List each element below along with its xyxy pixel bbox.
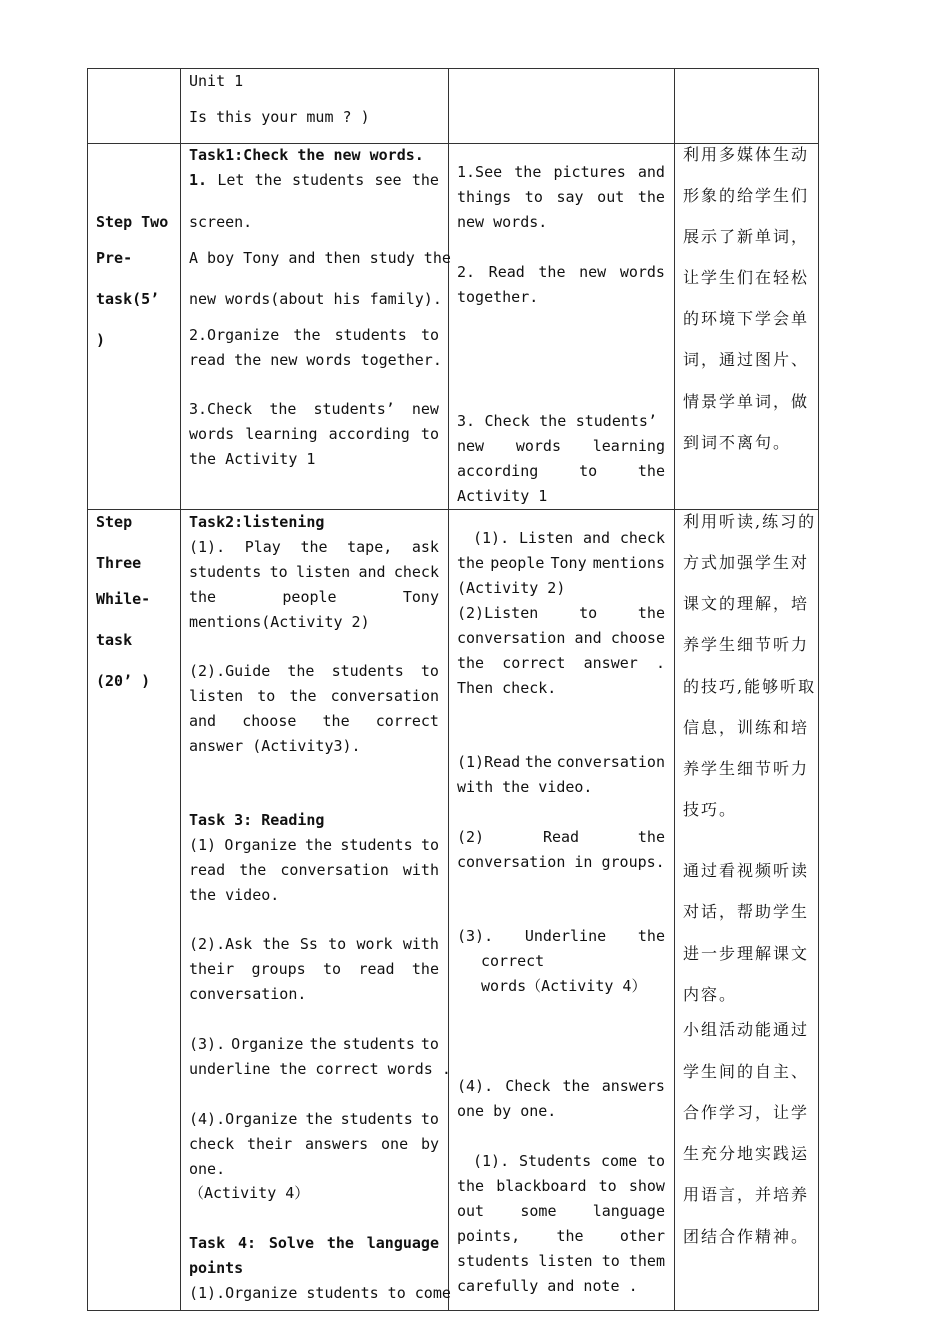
- student-text: 1.See the pictures and: [457, 163, 665, 181]
- student-text: (1). Listen and check: [473, 529, 665, 547]
- student-text: (Activity 2): [457, 579, 566, 597]
- teacher-text: their groups to read the: [189, 960, 439, 978]
- step-label: Three: [96, 554, 142, 572]
- purpose-text: 养学生细节听力: [683, 635, 810, 654]
- step-label: While-: [96, 590, 151, 608]
- teacher-text: (2).Guide the students to: [189, 662, 439, 680]
- purpose-text: 展示了新单词，: [683, 227, 810, 246]
- teacher-text: words learning according to: [189, 425, 439, 443]
- task-heading: points: [189, 1259, 244, 1277]
- teacher-text: underline the correct words .: [189, 1060, 451, 1078]
- task-heading: Task 3: Reading: [189, 811, 325, 829]
- student-text: words（Activity 4）: [481, 977, 647, 995]
- column-divider: [674, 69, 675, 1310]
- purpose-text: 养学生细节听力: [683, 759, 810, 778]
- purpose-text: 利用听读,练习的: [683, 512, 817, 531]
- teacher-text: (3). Organize the students to: [189, 1035, 439, 1053]
- teacher-text: (2).Ask the Ss to work with: [189, 935, 439, 953]
- teacher-text: read the new words together.: [189, 351, 442, 369]
- task-heading: Task2:listening: [189, 513, 325, 531]
- purpose-text: 方式加强学生对: [683, 553, 810, 572]
- student-text: conversation in groups.: [457, 853, 665, 871]
- purpose-text: 内容。: [683, 985, 738, 1004]
- teacher-text: listen to the conversation: [189, 687, 439, 705]
- step-label: task: [96, 631, 133, 649]
- purpose-text: 信息，训练和培: [683, 718, 810, 737]
- student-text: (3). Underline the: [457, 927, 665, 945]
- student-text: (2) Read the: [457, 828, 665, 846]
- step-label: Step: [96, 513, 133, 531]
- student-text: conversation and choose: [457, 629, 665, 647]
- purpose-text: 生充分地实践运: [683, 1144, 810, 1163]
- teacher-text: the people Tony: [189, 588, 439, 606]
- purpose-text: 利用多媒体生动: [683, 145, 810, 164]
- student-text: the people Tony mentions: [457, 554, 665, 572]
- unit-question: Is this your mum ? ): [189, 108, 370, 126]
- teacher-text: students to listen and check: [189, 563, 439, 581]
- purpose-text: 形象的给学生们: [683, 186, 810, 205]
- column-divider: [180, 69, 181, 1310]
- student-text: carefully and note .: [457, 1277, 638, 1295]
- purpose-text: 团结合作精神。: [683, 1227, 810, 1246]
- purpose-text: 学生间的自主、: [683, 1062, 810, 1081]
- purpose-text: 到词不离句。: [683, 433, 792, 452]
- student-text: 2. Read the new words: [457, 263, 665, 281]
- teacher-text: (1) Organize the students to: [189, 836, 439, 854]
- student-text: Activity 1: [457, 487, 548, 505]
- purpose-text: 的技巧,能够听取: [683, 677, 817, 696]
- teacher-text: (4).Organize the students to: [189, 1110, 439, 1128]
- row-divider: [88, 509, 818, 510]
- teacher-text: the Activity 1: [189, 450, 316, 468]
- student-text: together.: [457, 288, 539, 306]
- student-text: correct: [481, 952, 545, 970]
- teacher-text: mentions(Activity 2): [189, 613, 370, 631]
- purpose-text: 课文的理解，培: [683, 594, 810, 613]
- step-label: ): [96, 331, 106, 349]
- teacher-text: answer (Activity3).: [189, 737, 361, 755]
- student-text: the blackboard to show: [457, 1177, 665, 1195]
- step-label: (20’ ): [96, 672, 151, 690]
- teacher-text: one.: [189, 1160, 226, 1178]
- task-heading: Task1:Check the new words.: [189, 146, 424, 164]
- purpose-text: 小组活动能通过: [683, 1020, 810, 1039]
- teacher-text: screen.: [189, 213, 253, 231]
- teacher-text: 3.Check the students’ new: [189, 400, 439, 418]
- student-text: (2)Listen to the: [457, 604, 665, 622]
- student-text: 3. Check the students’: [457, 412, 657, 430]
- teacher-text: conversation.: [189, 985, 307, 1003]
- teacher-text: （Activity 4）: [189, 1184, 310, 1202]
- unit-label: Unit 1: [189, 72, 244, 90]
- student-text: according to the: [457, 462, 665, 480]
- step-label: task(5’: [96, 290, 160, 308]
- teacher-text: 1. Let the students see the: [189, 171, 439, 189]
- teacher-text: and choose the correct: [189, 712, 439, 730]
- teacher-text: (1).Organize students to come: [189, 1284, 451, 1302]
- student-text: out some language: [457, 1202, 665, 1220]
- purpose-text: 词，通过图片、: [683, 350, 810, 369]
- purpose-text: 情景学单词，做: [683, 392, 810, 411]
- row-divider: [88, 143, 818, 144]
- teacher-text: new words(about his family).: [189, 290, 442, 308]
- purpose-text: 对话，帮助学生: [683, 902, 810, 921]
- purpose-text: 的环境下学会单: [683, 309, 810, 328]
- student-text: with the video.: [457, 778, 593, 796]
- student-text: Then check.: [457, 679, 557, 697]
- teacher-text: A boy Tony and then study the: [189, 249, 451, 267]
- step-label: Pre-: [96, 249, 133, 267]
- purpose-text: 用语言，并培养: [683, 1185, 810, 1204]
- teacher-text: 2.Organize the students to: [189, 326, 439, 344]
- purpose-text: 合作学习，让学: [683, 1103, 810, 1122]
- student-text: one by one.: [457, 1102, 557, 1120]
- student-text: points, the other: [457, 1227, 665, 1245]
- step-label: Step Two: [96, 213, 169, 231]
- student-text: (1). Students come to: [473, 1152, 665, 1170]
- student-text: new words learning: [457, 437, 665, 455]
- teacher-text: (1). Play the tape, ask: [189, 538, 439, 556]
- teacher-text: read the conversation with: [189, 861, 439, 879]
- student-text: (1)Read the conversation: [457, 753, 665, 771]
- task-heading: Task 4: Solve the language: [189, 1234, 439, 1252]
- student-text: (4). Check the answers: [457, 1077, 665, 1095]
- student-text: new words.: [457, 213, 548, 231]
- student-text: students listen to them: [457, 1252, 665, 1270]
- student-text: the correct answer .: [457, 654, 665, 672]
- purpose-text: 让学生们在轻松: [683, 268, 810, 287]
- student-text: things to say out the: [457, 188, 665, 206]
- teacher-text: the video.: [189, 886, 280, 904]
- purpose-text: 通过看视频听读: [683, 861, 810, 880]
- purpose-text: 进一步理解课文: [683, 944, 810, 963]
- teacher-text: check their answers one by: [189, 1135, 439, 1153]
- purpose-text: 技巧。: [683, 800, 738, 819]
